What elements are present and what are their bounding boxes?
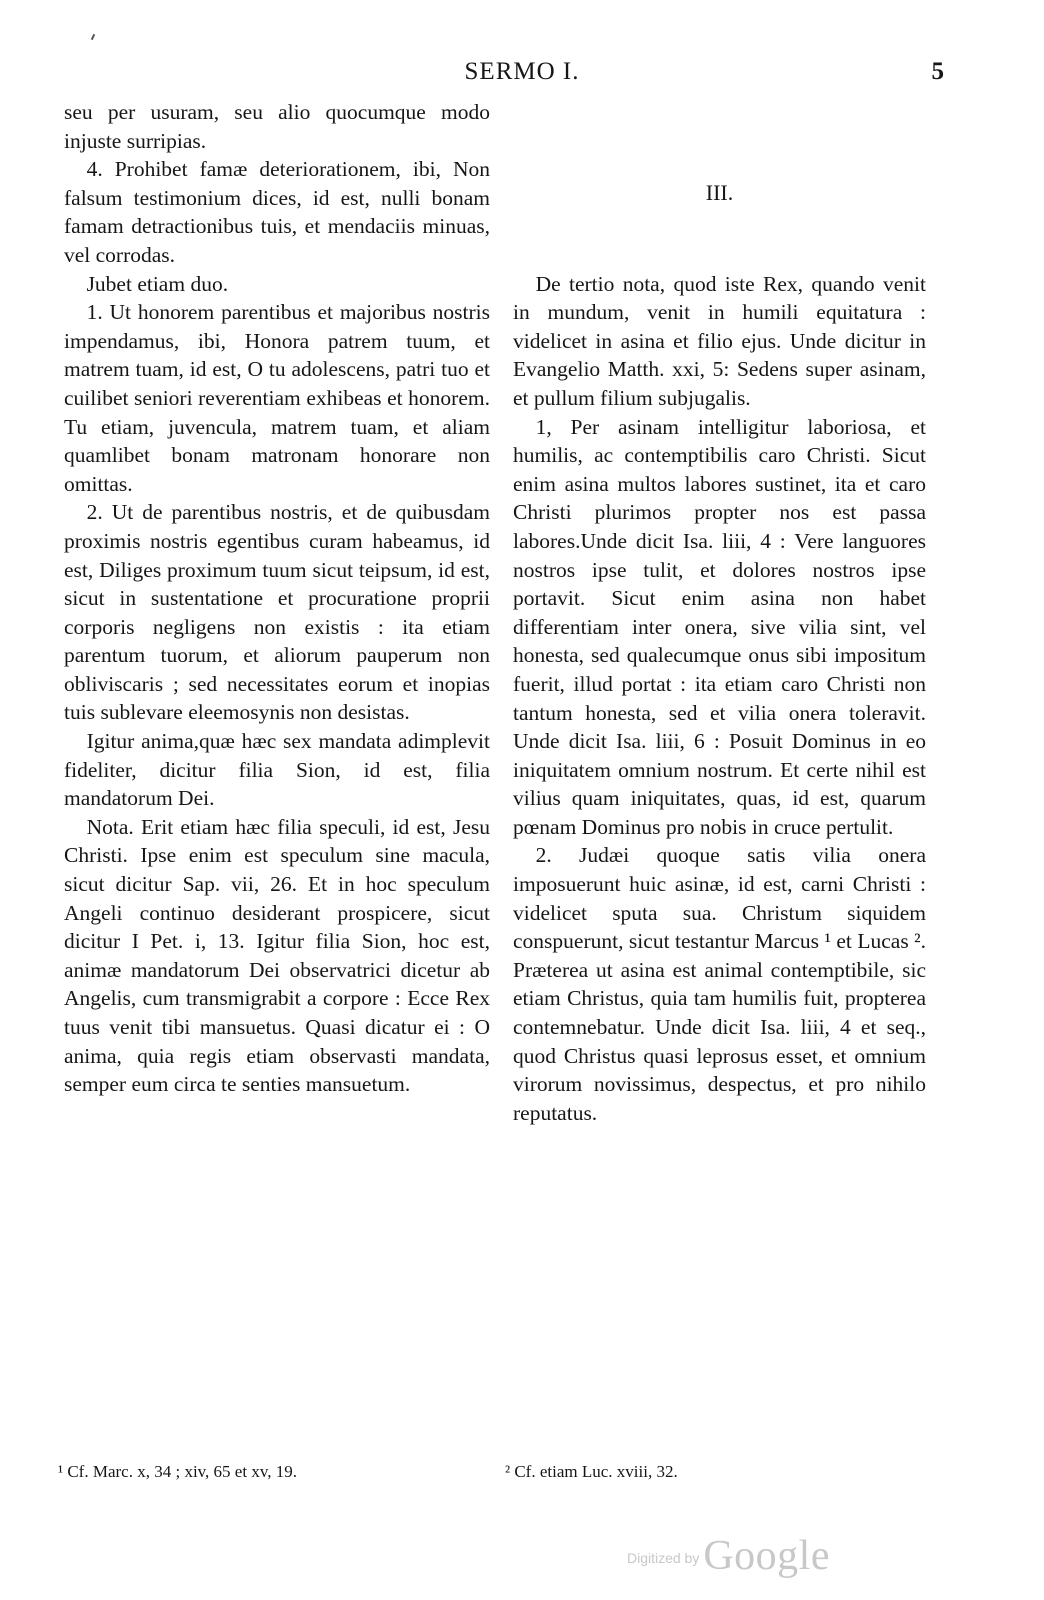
section-heading: III. [705, 180, 734, 205]
left-column [64, 98, 490, 1099]
paragraph: Igitur anima,quæ hæc sex mandata adimplevit fideliter, dicitur filia Sion, id est, filia mandatorum Dei. [64, 729, 490, 811]
digitized-watermark [627, 1532, 830, 1580]
paragraph: seu per usuram, seu alio quocumque modo injuste surripias. [64, 100, 490, 153]
right-column [513, 179, 926, 1127]
paragraph: 1. Ut honorem parentibus et majoribus nostris impendamus, ibi, Honora patrem tuum, et matrem tuam, id est, O tu adolescens, patri tuo et cuilibet seniori reverentiam exhibeas et honorem. Tu etiam, juvencula, matrem tuam, et aliam quamlibet bonam matronam honorare non omittas. [64, 300, 490, 496]
footnote-2: ² Cf. etiam Luc. xviii, 32. [505, 1462, 678, 1481]
paragraph: 2. Ut de parentibus nostris, et de quibusdam proximis nostris egentibus curam habeamus, id est, Diliges proximum tuum sicut teipsum, id est, sicut in sustentatione et procuratione proprii corporis negligens non existis : ita etiam parentum tuorum, et aliorum pauperum non obliviscaris ; sed necessitates eorum et inopias tuis sublevare eleemosynis non desistas. [64, 500, 490, 725]
paragraph: 4. Prohibet famæ deteriorationem, ibi, Non falsum testimonium dices, id est, nulli bonam famam detractionibus tuis, et mendaciis minuas, vel corrodas. [64, 157, 490, 267]
paragraph: De tertio nota, quod iste Rex, quando venit in mundum, venit in humili equitatura : videlicet in asina et filio ejus. Unde dicitur in Evangelio Matth. xxi, 5: Sedens super asinam, et pullum filium subjugalis. [513, 271, 926, 410]
google-logo: Google [703, 1533, 830, 1579]
paragraph: 2. Judæi quoque satis vilia onera imposuerunt huic asinæ, id est, carni Christi : videlicet sputa sua. Christum siquidem conspuerunt, sicut testantur Marcus ¹ et Lucas ². Præterea ut asina est animal contemptibile, sic etiam Christus, quia tam humilis fuit, propterea contemnebatur. Unde dicit Isa. liii, 4 et seq., quod Christus quasi leprosus esset, et omnium virorum novissimus, despectus, et pro nihilo reputatus. [513, 843, 926, 1125]
paragraph: 1, Per asinam intelligitur laboriosa, et humilis, ac contemptibilis caro Christi. Sicut enim asina multos labores sustinet, ita et caro Christi plurimos propter nos est passa labores.Unde dicit Isa. liii, 4 : Vere languores nostros ipse tulit, et dolores nostros ipse portavit. Sicut enim asina non habet differentiam inter onera, sive vilia sint, vel honesta, sed qualecumque onus sibi impositum fuerit, illud portat : ita etiam caro Christi non tantum honesta, sed et vilia onera toleravit. Unde dicit Isa. liii, 6 : Posuit Dominus in eo iniquitatem omnium nostrum. Et certe nihil est vilius quam iniquitates, quas, id est, quarum pœnam Dominus pro nobis in cruce pertulit. [513, 414, 926, 839]
watermark-prefix: Digitized by [626, 1550, 700, 1566]
footnote-1: ¹ Cf. Marc. x, 34 ; xiv, 65 et xv, 19. [58, 1462, 297, 1481]
paragraph: Nota. Erit etiam hæc filia speculi, id est, Jesu Christi. Ipse enim est speculum sine macula, sicut dicitur Sap. vii, 26. Et in hoc speculum Angeli continuo desiderant prospicere, sicut dicitur I Pet. i, 13. Igitur filia Sion, hoc est, animæ mandatorum Dei observatrici dicetur ab Angelis, cum transmigrabit a corpore : Ecce Rex tuus venit tibi mansuetus. Quasi dicatur ei : O anima, quia regis etiam observasti mandata, semper eum circa te senties mansuetum. [64, 814, 490, 1097]
page-number: 5 [931, 58, 944, 85]
running-header: SERMO I. [464, 58, 580, 85]
ink-mark [91, 34, 95, 40]
paragraph: Jubet etiam duo. [86, 271, 229, 296]
